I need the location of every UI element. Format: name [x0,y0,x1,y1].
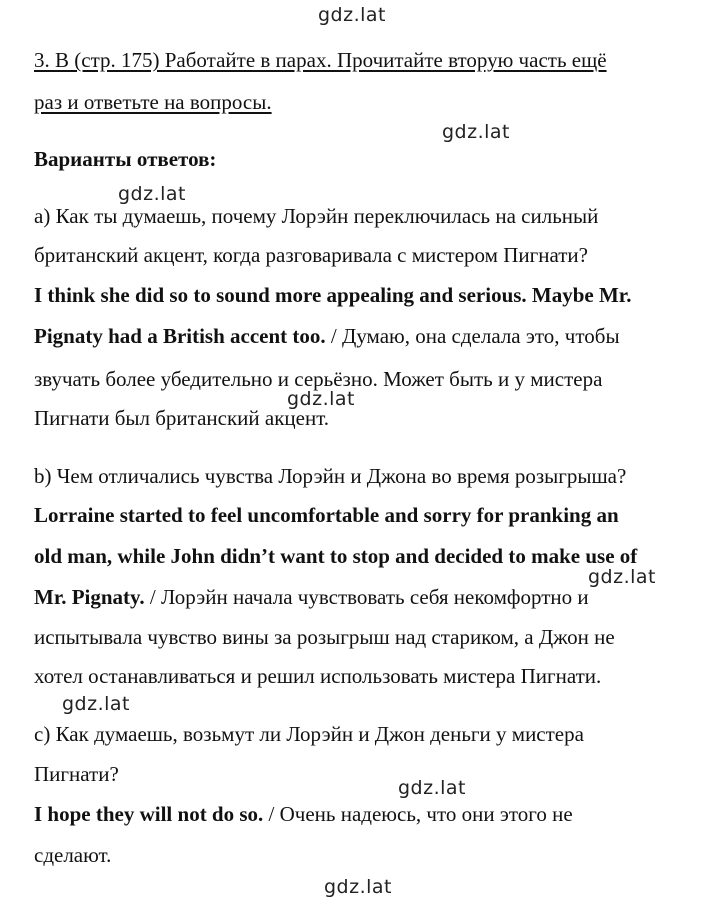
watermark: gdz.lat [398,777,467,799]
question-b-line-1: b) Чем отличались чувства Лорэйн и Джона во время розыгрыша? [34,464,627,488]
question-c-line-1: c) Как думаешь, возьмут ли Лорэйн и Джон деньги у мистера [34,722,584,746]
watermark: gdz.lat [442,121,511,143]
watermark: gdz.lat [62,693,131,715]
task-line-2: раз и ответьте на вопросы. [34,90,272,114]
answer-b-en-line-1: Lorraine started to feel uncomfortable and sorry for pranking an [34,503,619,527]
answer-b-ru-line-5: хотел останавливаться и решил использовать мистера Пигнати. [34,664,602,688]
watermark: gdz.lat [324,876,393,898]
question-a-line-2: британский акцент, когда разговаривала с мистером Пигнати? [34,243,588,267]
answer-c-ru-line-1: / Очень надеюсь, что они этого не [263,802,573,826]
answer-a-ru-line-2: / Думаю, она сделала это, чтобы [325,324,620,348]
answer-a-ru-line-3: звучать более убедительно и серьёзно. Может быть и у мистера [34,367,603,391]
answer-b-ru-line-4: испытывала чувство вины за розыгрыш над стариком, а Джон не [34,625,615,649]
question-a-line-1: a) Как ты думаешь, почему Лорэйн переключилась на сильный [34,204,599,228]
answer-b-en-line-3: Mr. Pignaty. [34,585,145,609]
answer-b-ru-line-3: / Лорэйн начала чувствовать себя некомфортно и [144,585,589,609]
answer-a-ru-line-4: Пигнати был британский акцент. [34,406,330,430]
answers-heading: Варианты ответов: [34,147,217,171]
answer-b-en-line-2: old man, while John didn’t want to stop and decided to make use of [34,544,638,568]
watermark: gdz.lat [588,566,657,588]
watermark: gdz.lat [287,388,356,410]
answer-a-line-2 [34,323,620,349]
watermark: gdz.lat [318,4,387,26]
answer-a-en-line-2: Pignaty had a British accent too. [34,324,326,348]
answer-a-en-line-1: I think she did so to sound more appealing and serious. Maybe Mr. [34,283,632,307]
answer-c-line-1 [34,801,573,827]
answer-b-line-3 [34,584,589,610]
question-c-line-2: Пигнати? [34,762,119,786]
answer-c-en-line-1: I hope they will not do so. [34,802,264,826]
watermark: gdz.lat [118,183,187,205]
answer-c-ru-line-2: сделают. [34,843,112,867]
task-line-1: 3. B (стр. 175) Работайте в парах. Прочитайте вторую часть ещё [34,48,607,72]
